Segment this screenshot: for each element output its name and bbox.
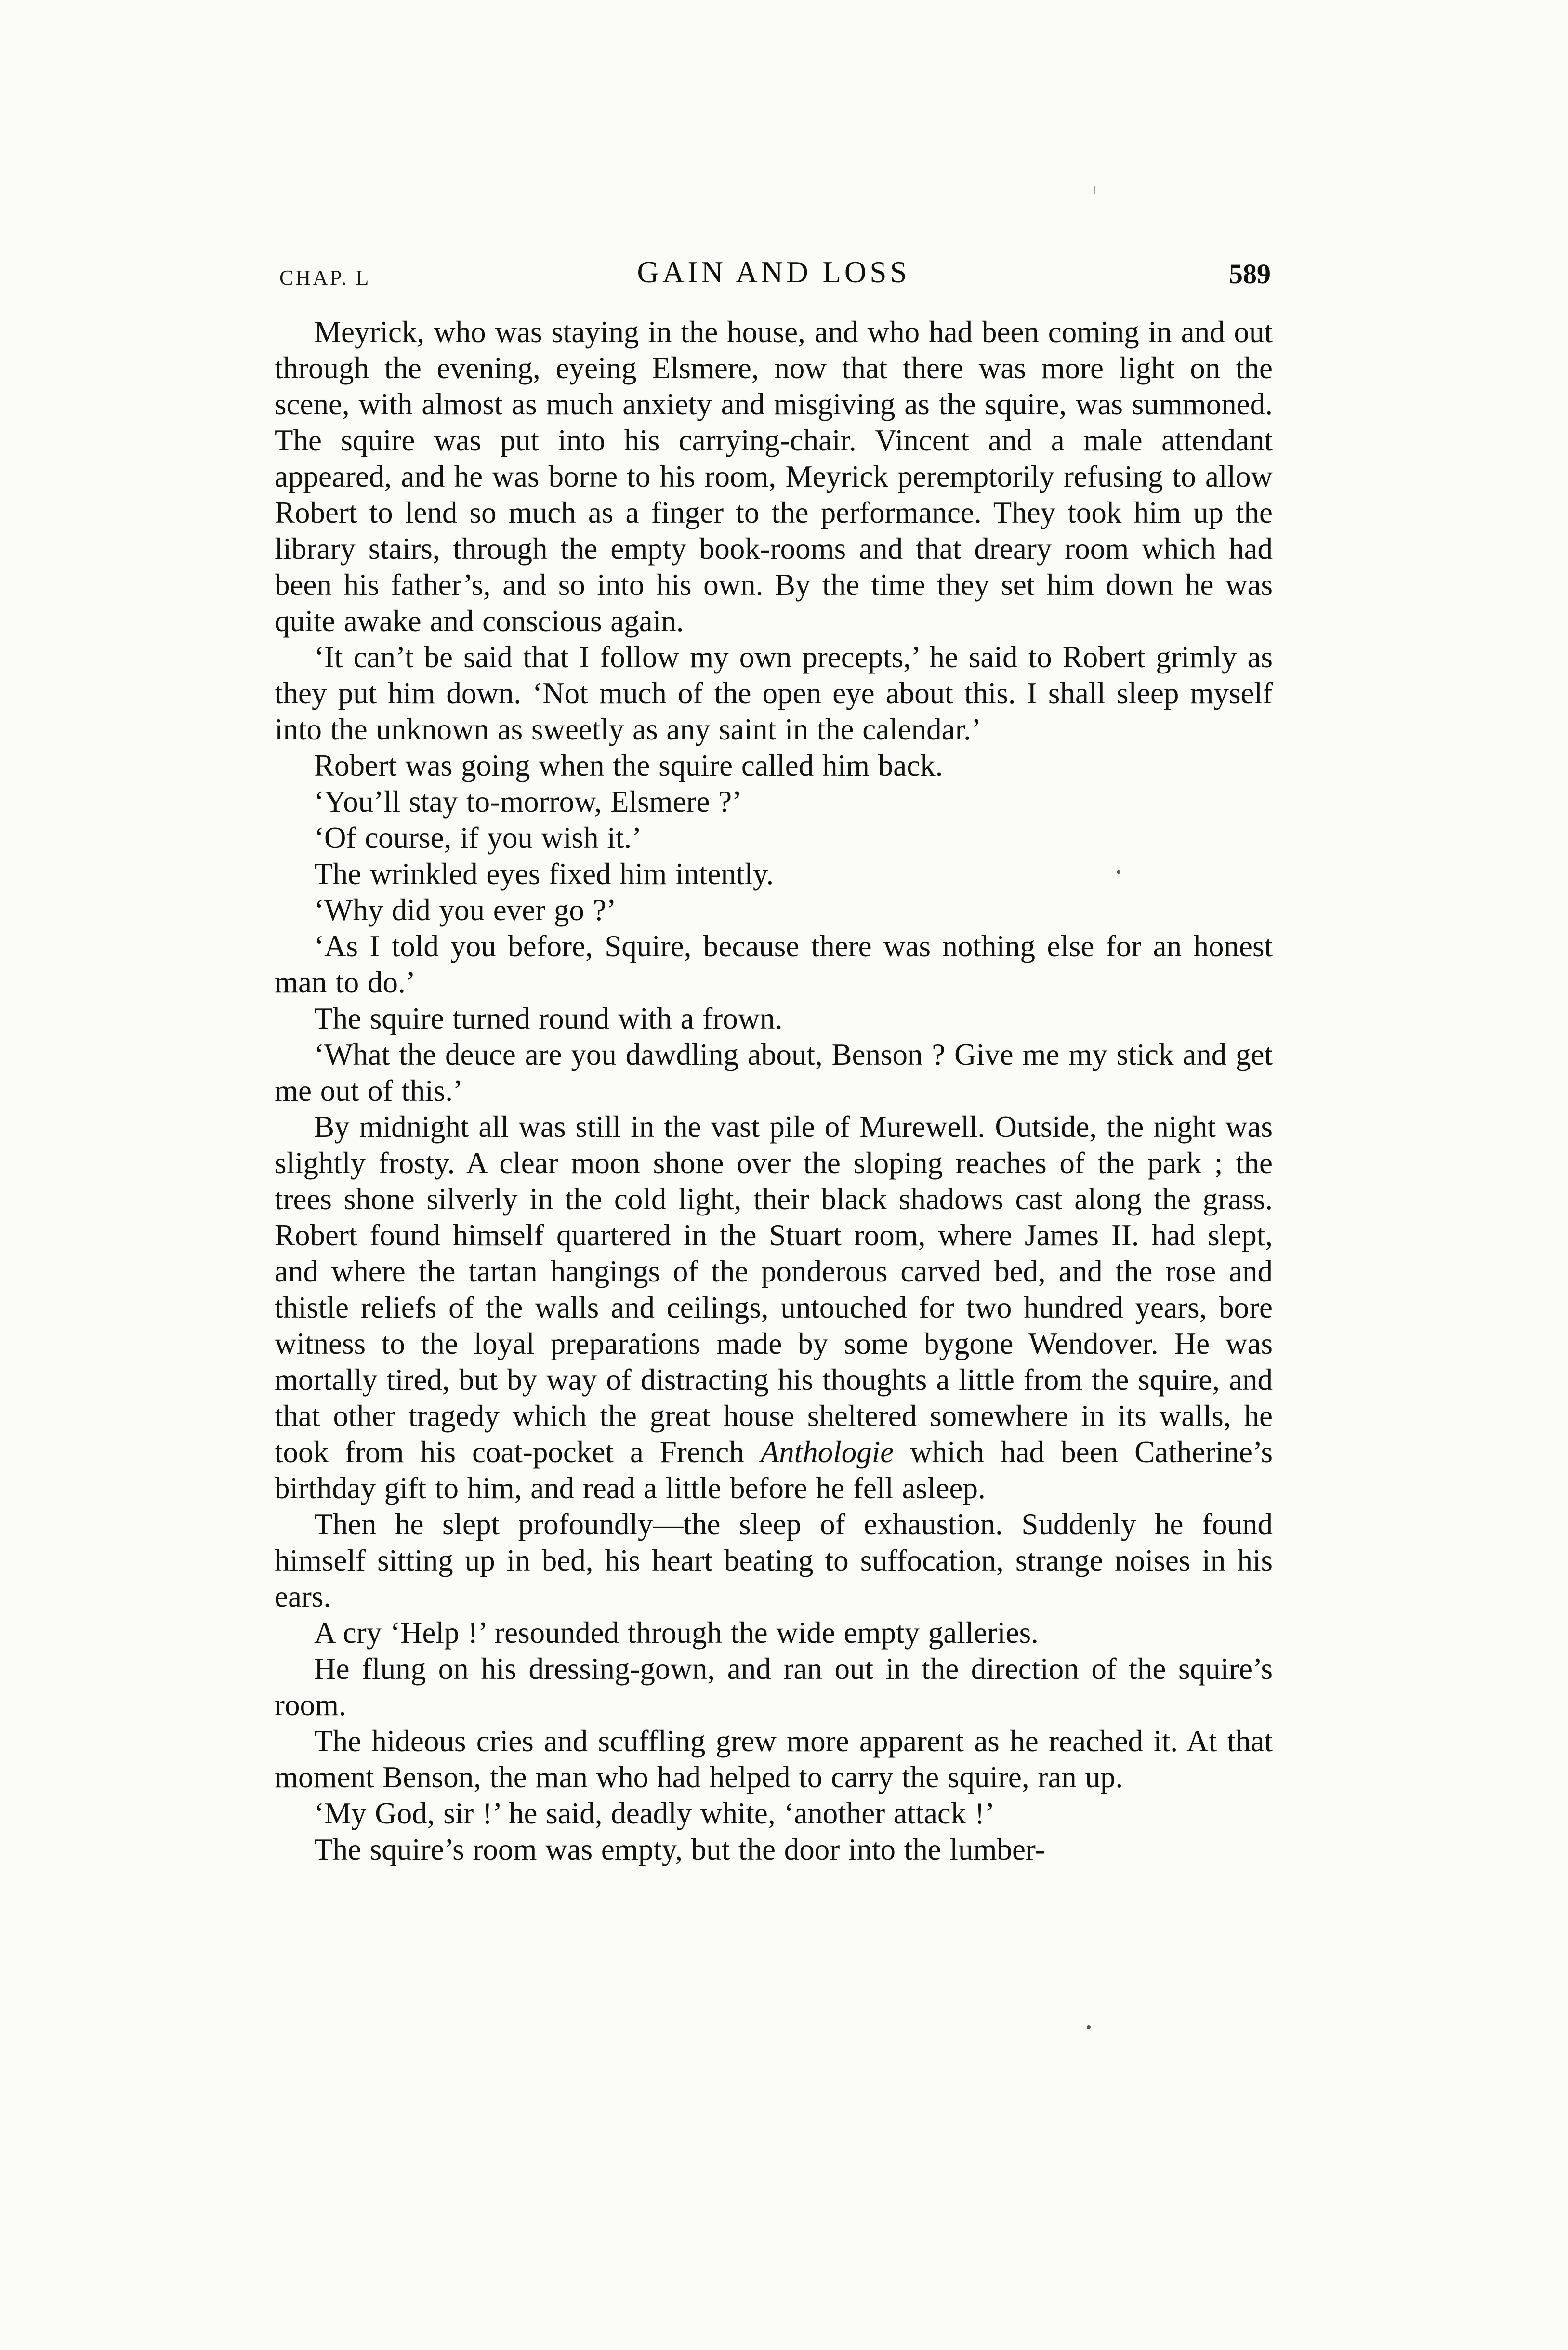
- paragraph: [275, 1615, 1273, 1651]
- scan-speck: [1117, 870, 1120, 874]
- text-run: ‘Of course, if you wish it.’: [314, 821, 642, 855]
- page-body: [275, 314, 1273, 1868]
- text-run: ‘What the deuce are you dawdling about, Benson ? Give me my stick and get me out of this.’: [275, 1038, 1273, 1108]
- paragraph: [275, 1037, 1273, 1109]
- paragraph: [275, 1796, 1273, 1832]
- text-run: By midnight all was still in the vast pile of Murewell. Outside, the night was slightly frosty. A clear moon shone over the sloping reaches of the park ; the trees shone silverly in the cold light, their black shadows cast along the grass. Robert found himself quartered in the Stuart room, where James II. had slept, and where the tartan hangings of the ponderous carved bed, and the rose and thistle reliefs of the walls and ceilings, untouched for two hundred years, bore witness to the loyal preparations made by some bygone Wendover. He was mortally tired, but by way of distracting his thoughts a little from the squire, and that other tragedy which the great house sheltered somewhere in its walls, he took from his coat-pocket a French: [275, 1110, 1273, 1469]
- paragraph: [275, 892, 1273, 928]
- page-number: 589: [1229, 258, 1271, 290]
- paragraph: [275, 639, 1273, 748]
- paragraph: [275, 856, 1273, 892]
- scan-speck: [1087, 2025, 1091, 2029]
- text-run: A cry ‘Help !’ resounded through the wide empty galleries.: [314, 1616, 1039, 1650]
- paragraph: [275, 820, 1273, 856]
- paragraph: [275, 748, 1273, 784]
- text-run: The squire turned round with a frown.: [314, 1002, 783, 1035]
- text-run: ‘As I told you before, Squire, because there was nothing else for an honest man to do.’: [275, 929, 1273, 999]
- text-run: ‘My God, sir !’ he said, deadly white, ‘another attack !’: [314, 1796, 995, 1830]
- text-run: The wrinkled eyes fixed him intently.: [314, 857, 774, 891]
- text-run: which had been Catherine’s birthday gift to him, and read a little before he fell asleep.: [275, 1435, 1273, 1505]
- paragraph: [275, 1723, 1273, 1796]
- paragraph: [275, 928, 1273, 1001]
- paragraph: [275, 1832, 1273, 1868]
- italic-text-run: Anthologie: [760, 1435, 894, 1469]
- text-run: Meyrick, who was staying in the house, and who had been coming in and out through the evening, eyeing Elsmere, now that there was more light on the scene, with almost as much anxiety and misgiving as the squire, was summoned. The squire was put into his carrying-chair. Vincent and a male attendant appeared, and he was borne to his room, Meyrick peremptorily refusing to allow Robert to lend so much as a finger to the performance. They took him up the library stairs, through the empty book-rooms and that dreary room which had been his father’s, and so into his own. By the time they set him down he was quite awake and conscious again.: [275, 315, 1273, 638]
- paragraph: [275, 1506, 1273, 1615]
- text-run: He flung on his dressing-gown, and ran out in the direction of the squire’s room.: [275, 1652, 1273, 1722]
- text-run: Then he slept profoundly—the sleep of exhaustion. Suddenly he found himself sitting up in bed, his heart beating to suffocation, strange noises in his ears.: [275, 1507, 1273, 1613]
- paragraph: [275, 314, 1273, 639]
- text-run: Robert was going when the squire called him back.: [314, 749, 943, 782]
- running-header: [275, 255, 1273, 290]
- paragraph: [275, 784, 1273, 820]
- text-run: The squire’s room was empty, but the door into the lumber-: [314, 1833, 1045, 1866]
- scan-speck: [1094, 186, 1095, 194]
- text-run: ‘You’ll stay to-morrow, Elsmere ?’: [314, 785, 742, 819]
- paragraph: [275, 1109, 1273, 1506]
- paragraph: [275, 1651, 1273, 1723]
- paragraph: [275, 1001, 1273, 1037]
- chapter-label: CHAP. L: [279, 266, 371, 290]
- text-run: The hideous cries and scuffling grew more apparent as he reached it. At that moment Benson, the man who had helped to carry the squire, ran up.: [275, 1724, 1273, 1794]
- text-run: ‘Why did you ever go ?’: [314, 893, 617, 927]
- running-title: GAIN AND LOSS: [637, 255, 910, 289]
- text-run: ‘It can’t be said that I follow my own precepts,’ he said to Robert grimly as they put him down. ‘Not much of the open eye about this. I shall sleep myself into the unknown as sweetly as any saint in the calendar.’: [275, 640, 1273, 746]
